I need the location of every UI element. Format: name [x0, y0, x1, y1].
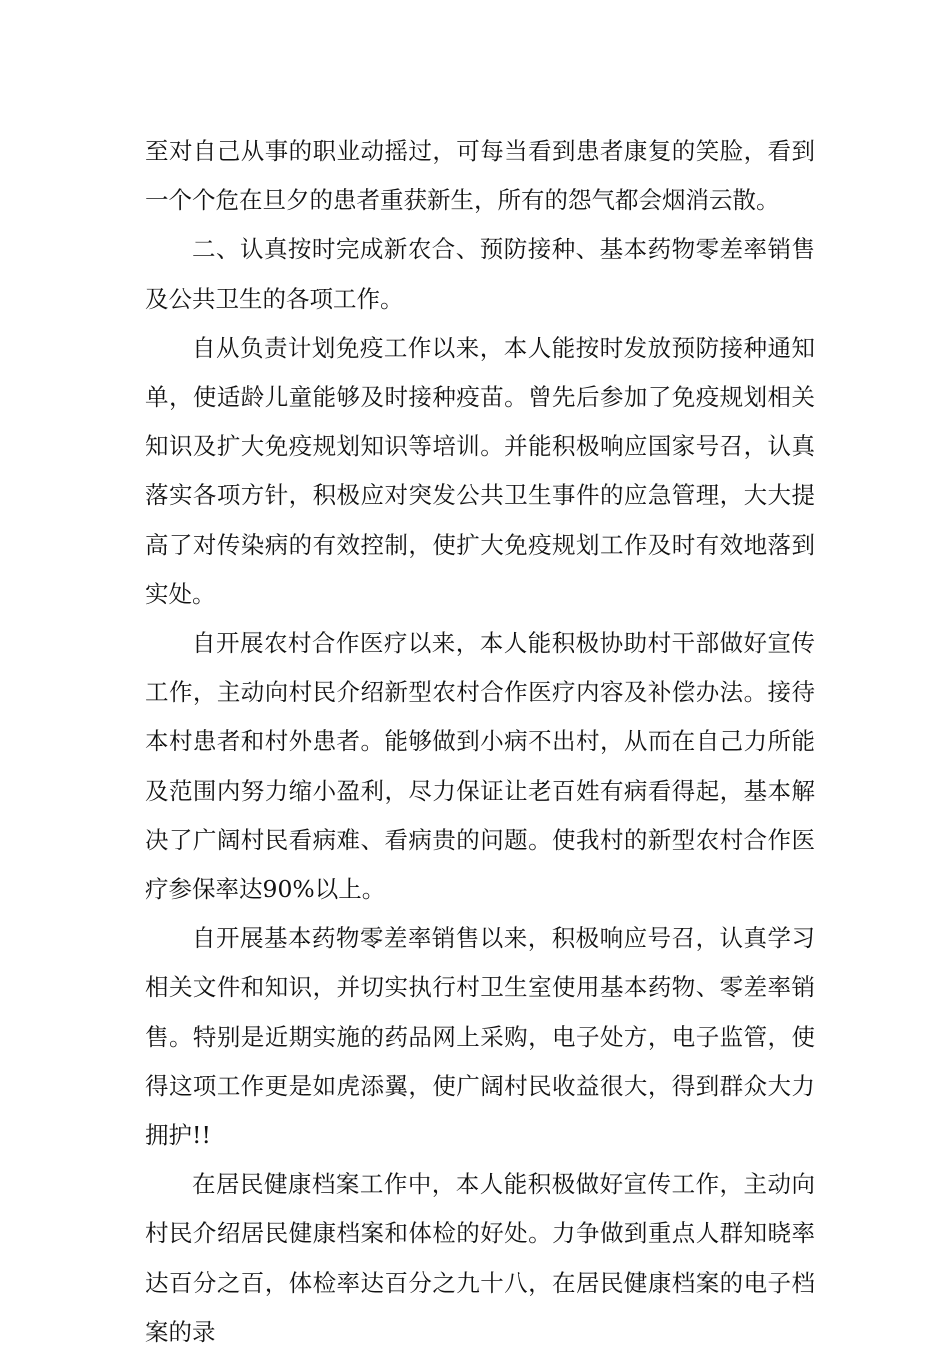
paragraph-3: 自从负责计划免疫工作以来，本人能按时发放预防接种通知单，使适龄儿童能够及时接种疫苗。曾先后参加了免疫规划相关知识及扩大免疫规划知识等培训。并能积极响应国家号召，认真落实各项方针，积极应对突发公共卫生事件的应急管理，大大提高了对传染病的有效控制，使扩大免疫规划工作及时有效地落到实处。	[145, 333, 815, 608]
document-body	[145, 127, 815, 1357]
paragraph-1: 至对自己从事的职业动摇过，可每当看到患者康复的笑脸，看到一个个危在旦夕的患者重获新生，所有的怨气都会烟消云散。	[145, 137, 815, 215]
paragraph-5: 自开展基本药物零差率销售以来，积极响应号召，认真学习相关文件和知识，并切实执行村卫生室使用基本药物、零差率销售。特别是近期实施的药品网上采购，电子处方，电子监管，使得这项工作更是如虎添翼，使广阔村民收益很大，得到群众大力拥护!!	[145, 924, 815, 1150]
paragraph-2-section-heading: 二、认真按时完成新农合、预防接种、基本药物零差率销售及公共卫生的各项工作。	[145, 235, 815, 313]
paragraph-4: 自开展农村合作医疗以来，本人能积极协助村干部做好宣传工作，主动向村民介绍新型农村合作医疗内容及补偿办法。接待本村患者和村外患者。能够做到小病不出村，从而在自己力所能及范围内努力缩小盈利，尽力保证让老百姓有病看得起，基本解决了广阔村民看病难、看病贵的问题。使我村的新型农村合作医疗参保率达90%以上。	[145, 629, 815, 904]
paragraph-6: 在居民健康档案工作中，本人能积极做好宣传工作，主动向村民介绍居民健康档案和体检的好处。力争做到重点人群知晓率达百分之百，体检率达百分之九十八，在居民健康档案的电子档案的录	[145, 1170, 815, 1346]
